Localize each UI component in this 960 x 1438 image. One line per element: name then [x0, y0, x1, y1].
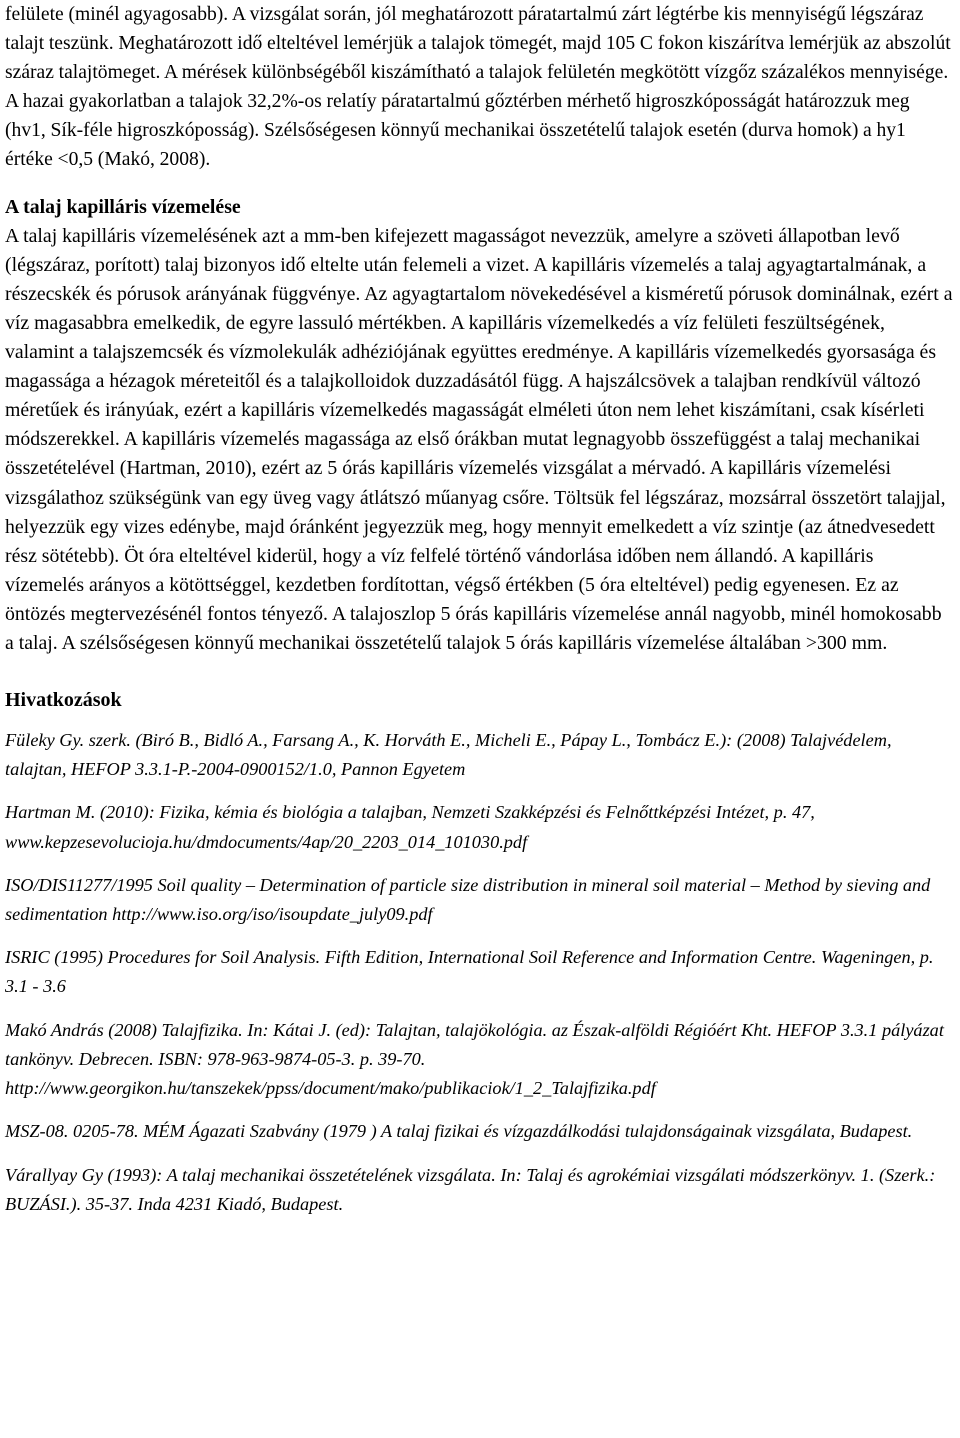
reference-item: ISO/DIS11277/1995 Soil quality – Determination of particle size distribution in mineral soil material – Method by sieving and sedimentation http://www.iso.org/iso/isoupdate_july09.pdf — [5, 874, 931, 925]
intro-paragraph: felülete (minél agyagosabb). A vizsgálat során, jól meghatározott páratartalmú zárt légtérbe kis mennyiségű légszáraz talajt teszünk. Meghatározott idő elteltével lemérjük a talajok tömegét, majd 105 C fokon kiszárítva lemérjük az abszolút száraz talajtömeget. A mérések különbségéből kiszámítható a talajok felületén megkötött vízgőz százalékos mennyisége. A hazai gyakorlatban a talajok 32,2%-os relatíy páratartalmú gőztérben mérhető higroszkóposságát határozzuk meg (hv1, Sík-féle higroszkóposság). Szélsőségesen könnyű mechanikai összetételű talajok esetén (durva homok) a hy1 értéke <0,5 (Makó, 2008). — [5, 4, 951, 171]
capillary-paragraph: A talaj kapilláris vízemelésének azt a mm-ben kifejezett magasságot nevezzük, amelyre a szöveti állapotban levő (légszáraz, porított) talaj bizonyos idő eltelte után felemeli a vizet. A kapilláris vízemelés a talaj agyagtartalmának, a részecskék és pórusok arányának függvénye. Az agyagtartalom növekedésével a kisméretű pórusok dominálnak, ezért a víz magasabbra emelkedik, de egyre lassuló mértékben. A kapilláris vízemelkedés a víz felületi feszültségének, valamint a talajszemcsék és vízmolekulák adhéziójának együttes eredménye. A kapilláris vízemelkedés gyorsasága és magassága a hézagok méreteitől és a talajkolloidok duzzadásától függ. A hajszálcsövek a talajban rendkívül változó méretűek és irányúak, ezért a kapilláris vízemelkedés magasságát elméleti úton nem lehet kiszámítani, csak kísérleti módszerekkel. A kapilláris vízemelés magassága az első órákban mutat legnagyobb összefüggést a talaj mechanikai összetételével (Hartman, 2010), ezért az 5 órás kapilláris vízemelés vizsgálat a mérvadó. A kapilláris vízemelési vizsgálathoz szükségünk van egy üveg vagy átlátszó műanyag csőre. Töltsük fel légszáraz, mozsárral összetört talajjal, helyezzük egy vizes edénybe, majd óránként jegyezzük meg, hogy mennyit emelkedett a víz szintje (az átnedvesedett rész sötétebb). Öt óra elteltével kiderül, hogy a víz felfelé történő vándorlása időben nem állandó. A kapilláris vízemelés arányos a kötöttséggel, kezdetben fordítottan, végső értékben (5 óra elteltével) pedig egyenesen. Ez az öntözés megtervezésénél fontos tényező. A talajoszlop 5 órás kapilláris vízemelése annál nagyobb, minél homokosabb a talaj. A szélsőségesen könnyű mechanikai összetételű talajok 5 órás kapilláris vízemelése általában >300 mm. — [5, 224, 953, 654]
references-heading: Hivatkozások — [5, 689, 122, 712]
reference-item: MSZ-08. 0205-78. MÉM Ágazati Szabvány (1979 ) A talaj fizikai és vízgazdálkodási tulajdonságainak vizsgálata, Budapest. — [5, 1121, 913, 1142]
reference-item: ISRIC (1995) Procedures for Soil Analysis. Fifth Edition, International Soil Reference and Information Centre. Wageningen, p. 3.1 - 3.6 — [5, 947, 934, 997]
references-list — [5, 726, 955, 1219]
reference-item: Várallyay Gy (1993): A talaj mechanikai összetételének vizsgálata. In: Talaj és agrokémiai vizsgálati módszerkönyv. 1. (Szerk.: BUZÁSI.). 35-37. Inda 4231 Kiadó, Budapest. — [5, 1164, 936, 1214]
reference-item: Füleky Gy. szerk. (Biró B., Bidló A., Farsang A., K. Horváth E., Micheli E., Pápay L., Tombácz E.): (2008) Talajvédelem, talajtan, HEFOP 3.3.1-P.-2004-0900152/1.0, Pannon Egyetem — [5, 730, 892, 780]
reference-item: Hartman M. (2010): Fizika, kémia és biológia a talajban, Nemzeti Szakképzési és Felnőttképzési Intézet, p. 47, www.kepzesevolucioja.hu/dmdocuments/4ap/20_2203_014_101030.pdf — [5, 802, 815, 852]
document-page — [5, 0, 955, 1233]
reference-item: Makó András (2008) Talajfizika. In: Kátai J. (ed): Talajtan, talajökológia. az Észak-alföldi Régióért Kht. HEFOP 3.3.1 pályázat tankönyv. Debrecen. ISBN: 978-963-9874-05-3. p. 39-70. http://www.georgikon.hu/tanszekek/ppss/document/mako/publikaciok/1_2_Talajfizika.pdf — [5, 1019, 944, 1099]
capillary-section-heading: A talaj kapilláris vízemelése — [5, 195, 241, 218]
